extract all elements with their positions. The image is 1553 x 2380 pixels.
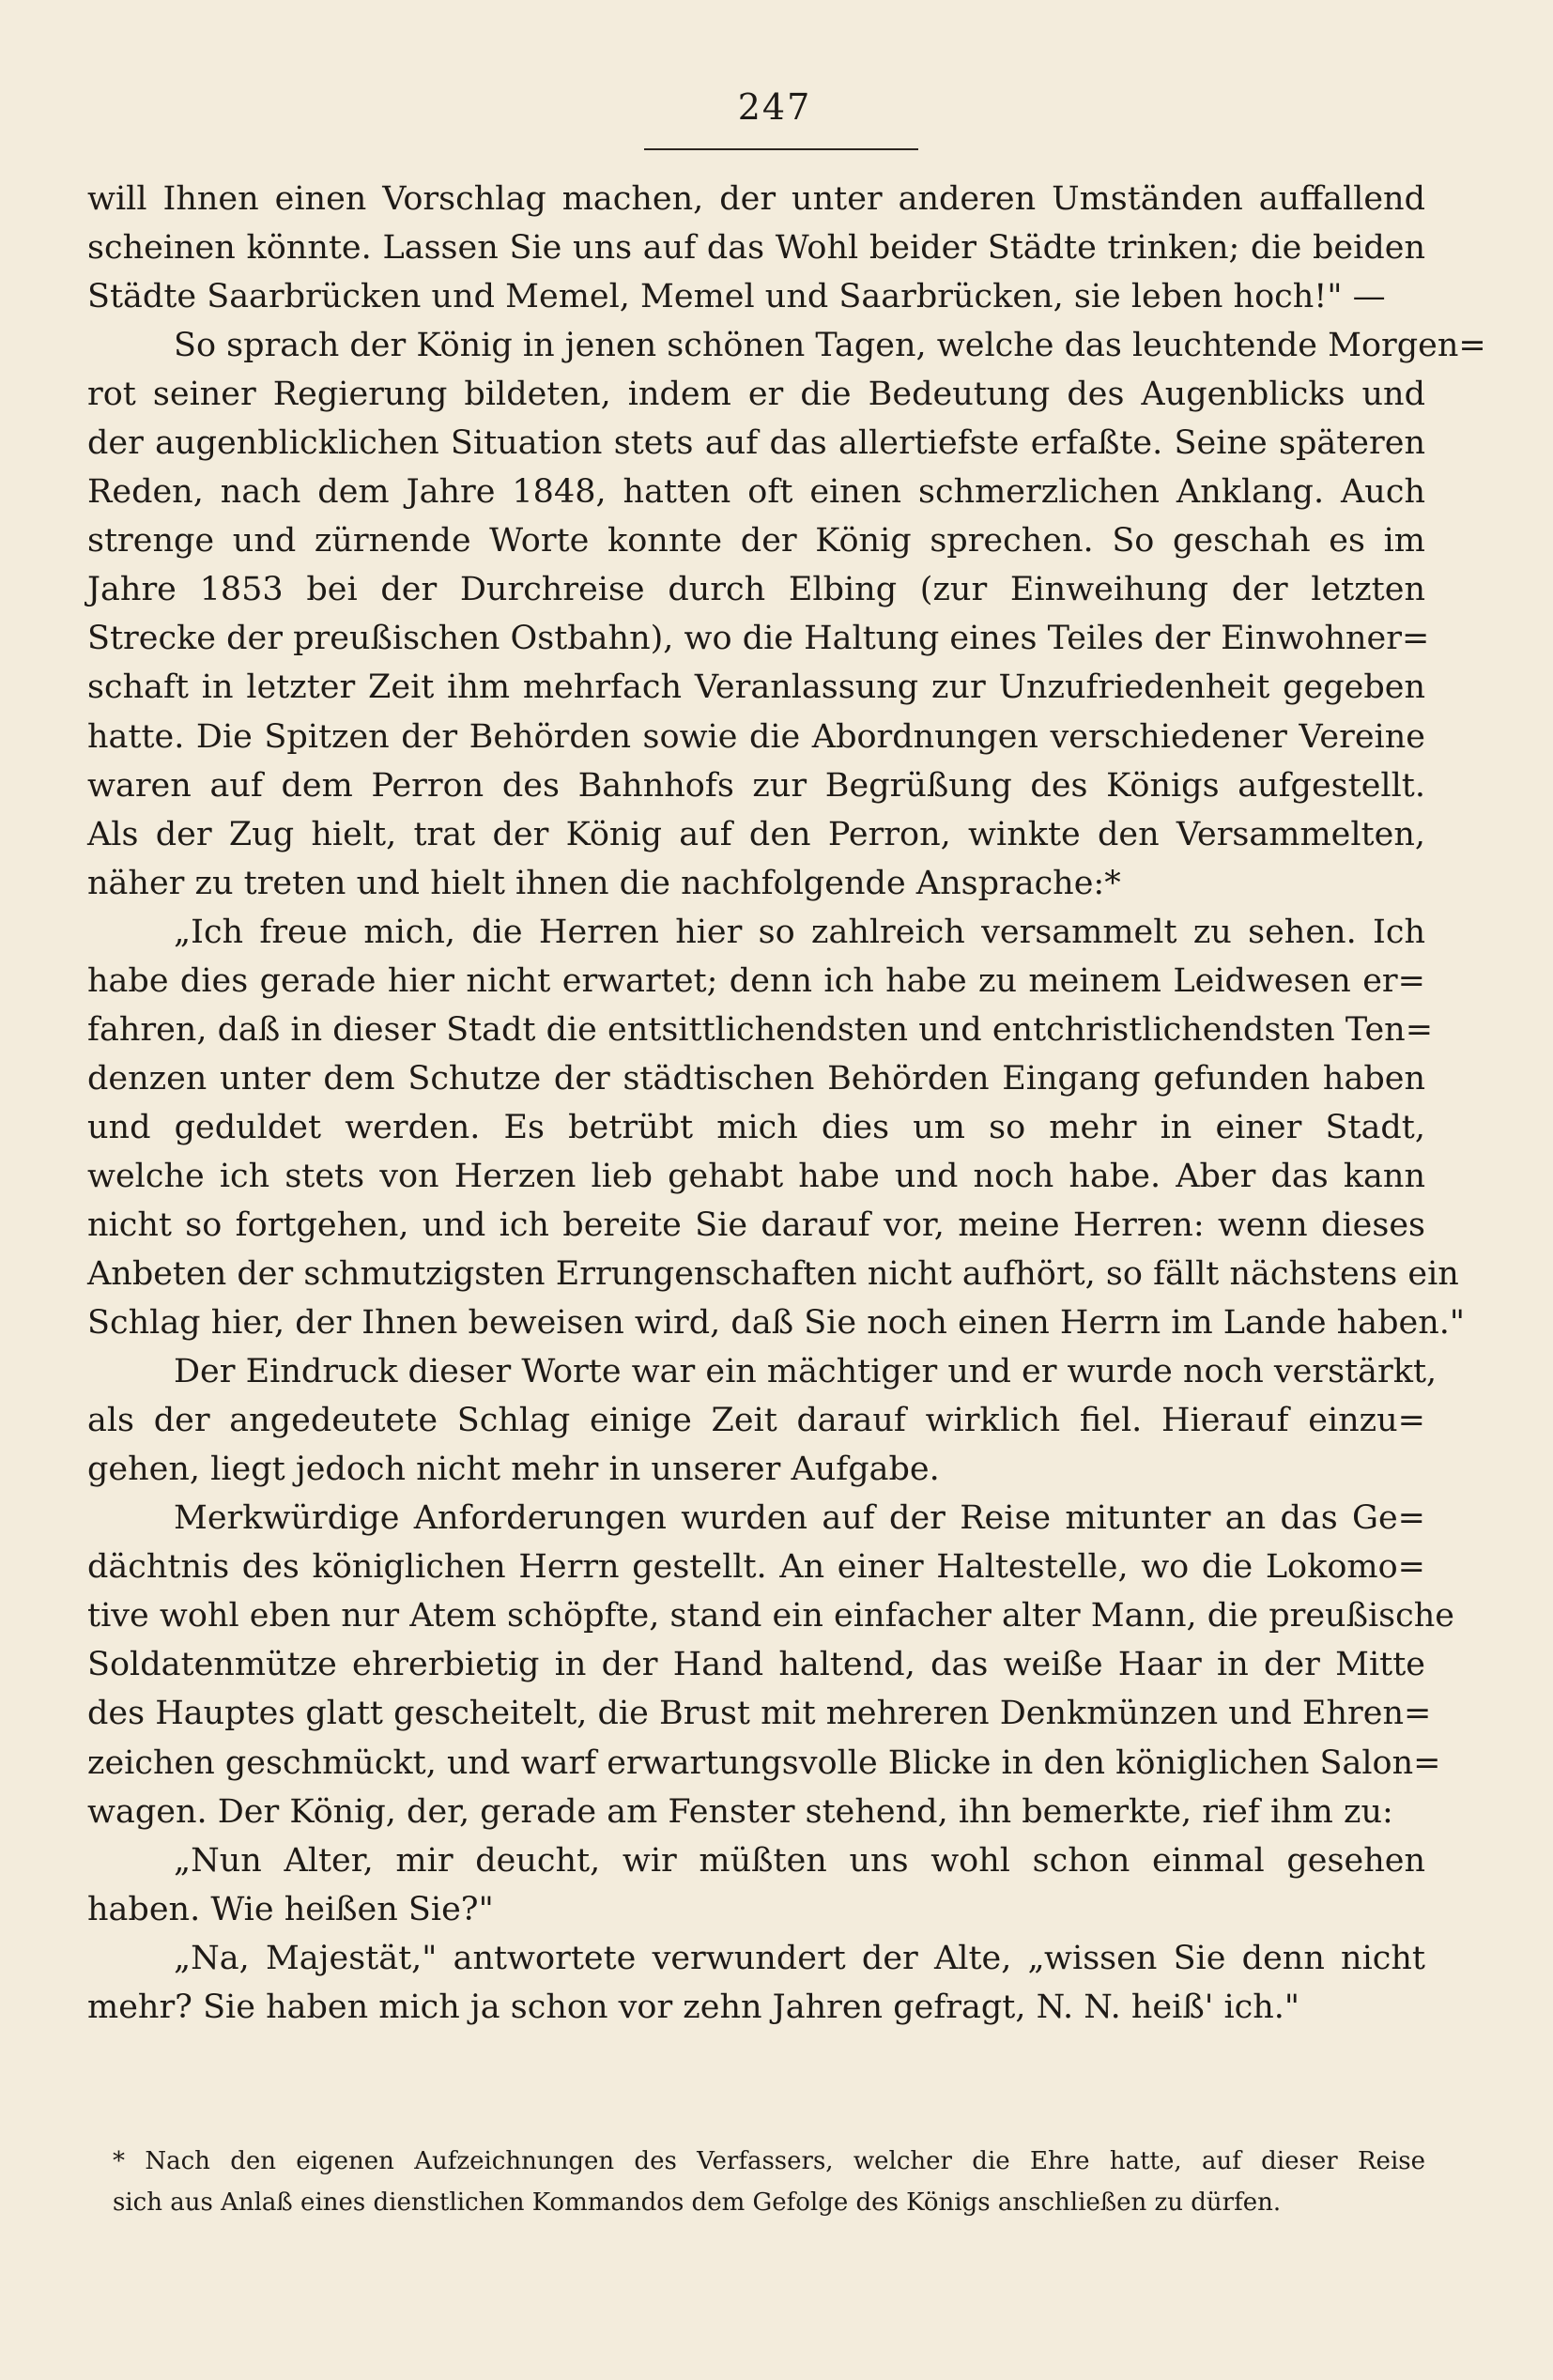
text-line: Als der Zug hielt, trat der König auf den Perron, winkte den Versammelten, <box>87 815 1425 853</box>
text-line: rot seiner Regierung bildeten, indem er die Bedeutung des Augenblicks und <box>87 376 1425 414</box>
text-line: „Nun Alter, mir deucht, wir müßten uns wohl schon einmal gesehen <box>174 1841 1425 1880</box>
text-line: als der angedeutete Schlag einige Zeit darauf wirklich fiel. Hierauf einzu= <box>87 1402 1425 1440</box>
text-line: strenge und zürnende Worte konnte der König sprechen. So geschah es im <box>87 522 1425 560</box>
text-line: Strecke der preußischen Ostbahn), wo die Haltung eines Teiles der Einwohner= <box>87 620 1430 658</box>
text-line: wagen. Der König, der, gerade am Fenster stehend, ihn bemerkte, rief ihm zu: <box>87 1792 1393 1831</box>
text-line: nicht so fortgehen, und ich bereite Sie darauf vor, meine Herren: wenn dieses <box>87 1205 1425 1244</box>
text-line: des Hauptes glatt gescheitelt, die Brust mit mehreren Denkmünzen und Ehren= <box>87 1695 1432 1733</box>
text-line: fahren, daß in dieser Stadt die entsittlichendsten und entchristlichendsten Ten= <box>87 1010 1434 1049</box>
text-line: gehen, liegt jedoch nicht mehr in unserer Aufgabe. <box>87 1451 940 1489</box>
text-line: schaft in letzter Zeit ihm mehrfach Veranlassung zur Unzufriedenheit gegeben <box>87 668 1425 707</box>
text-line: haben. Wie heißen Sie?" <box>87 1890 494 1928</box>
text-line: der augenblicklichen Situation stets auf das allertiefste erfaßte. Seine späteren <box>87 424 1425 463</box>
text-line: hatte. Die Spitzen der Behörden sowie die Abordnungen verschiedener Vereine <box>87 717 1425 756</box>
text-line: tive wohl eben nur Atem schöpfte, stand ein einfacher alter Mann, die preußische <box>87 1597 1454 1635</box>
text-line: So sprach der König in jenen schönen Tagen, welche das leuchtende Morgen= <box>174 327 1486 365</box>
text-line: mehr? Sie haben mich ja schon vor zehn Jahren gefragt, N. N. heiß' ich." <box>87 1988 1300 2026</box>
text-line: scheinen könnte. Lassen Sie uns auf das Wohl beider Städte trinken; die beiden <box>87 229 1425 268</box>
text-line: habe dies gerade hier nicht erwartet; denn ich habe zu meinem Leidwesen er= <box>87 961 1425 1000</box>
text-line: und geduldet werden. Es betrübt mich dies um so mehr in einer Stadt, <box>87 1108 1425 1146</box>
text-line: will Ihnen einen Vorschlag machen, der unter anderen Umständen auffallend <box>87 180 1425 218</box>
footnote <box>113 2141 1425 2223</box>
page-number: 247 <box>737 86 812 128</box>
text-line: Reden, nach dem Jahre 1848, hatten oft einen schmerzlichen Anklang. Auch <box>87 473 1425 512</box>
text-line: denzen unter dem Schutze der städtischen Behörden Eingang gefunden haben <box>87 1059 1425 1098</box>
text-line: Der Eindruck dieser Worte war ein mächtiger und er wurde noch verstärkt, <box>174 1353 1438 1391</box>
text-line: Städte Saarbrücken und Memel, Memel und Saarbrücken, sie leben hoch!" — <box>87 278 1386 316</box>
text-line: dächtnis des königlichen Herrn gestellt. An einer Haltestelle, wo die Lokomo= <box>87 1548 1425 1587</box>
text-line: Merkwürdige Anforderungen wurden auf der Reise mitunter an das Ge= <box>174 1499 1425 1538</box>
text-line: näher zu treten und hielt ihnen die nachfolgende Ansprache:* <box>87 864 1121 902</box>
text-line: Schlag hier, der Ihnen beweisen wird, daß Sie noch einen Herrn im Lande haben." <box>87 1304 1465 1343</box>
text-line: zeichen geschmückt, und warf erwartungsvolle Blicke in den königlichen Salon= <box>87 1743 1441 1782</box>
text-line: Jahre 1853 bei der Durchreise durch Elbing (zur Einweihung der letzten <box>87 571 1425 609</box>
page-number-rule <box>644 148 918 150</box>
text-line: „Ich freue mich, die Herren hier so zahlreich versammelt zu sehen. Ich <box>174 913 1425 951</box>
footnote-line: * Nach den eigenen Aufzeichnungen des Verfassers, welcher die Ehre hatte, auf dieser Reise <box>113 2147 1425 2175</box>
text-line: waren auf dem Perron des Bahnhofs zur Begrüßung des Königs aufgestellt. <box>87 766 1425 805</box>
text-line: welche ich stets von Herzen lieb gehabt habe und noch habe. Aber das kann <box>87 1157 1425 1195</box>
footnote-line: sich aus Anlaß eines dienstlichen Kommandos dem Gefolge des Königs anschließen zu dürfen. <box>113 2188 1282 2217</box>
text-line: Anbeten der schmutzigsten Errungenschaften nicht aufhört, so fällt nächstens ein <box>87 1255 1459 1294</box>
text-line: „Na, Majestät," antwortete verwundert der Alte, „wissen Sie denn nicht <box>174 1939 1425 1977</box>
text-line: Soldatenmütze ehrerbietig in der Hand haltend, das weiße Haar in der Mitte <box>87 1646 1425 1684</box>
body-text <box>87 175 1486 2032</box>
